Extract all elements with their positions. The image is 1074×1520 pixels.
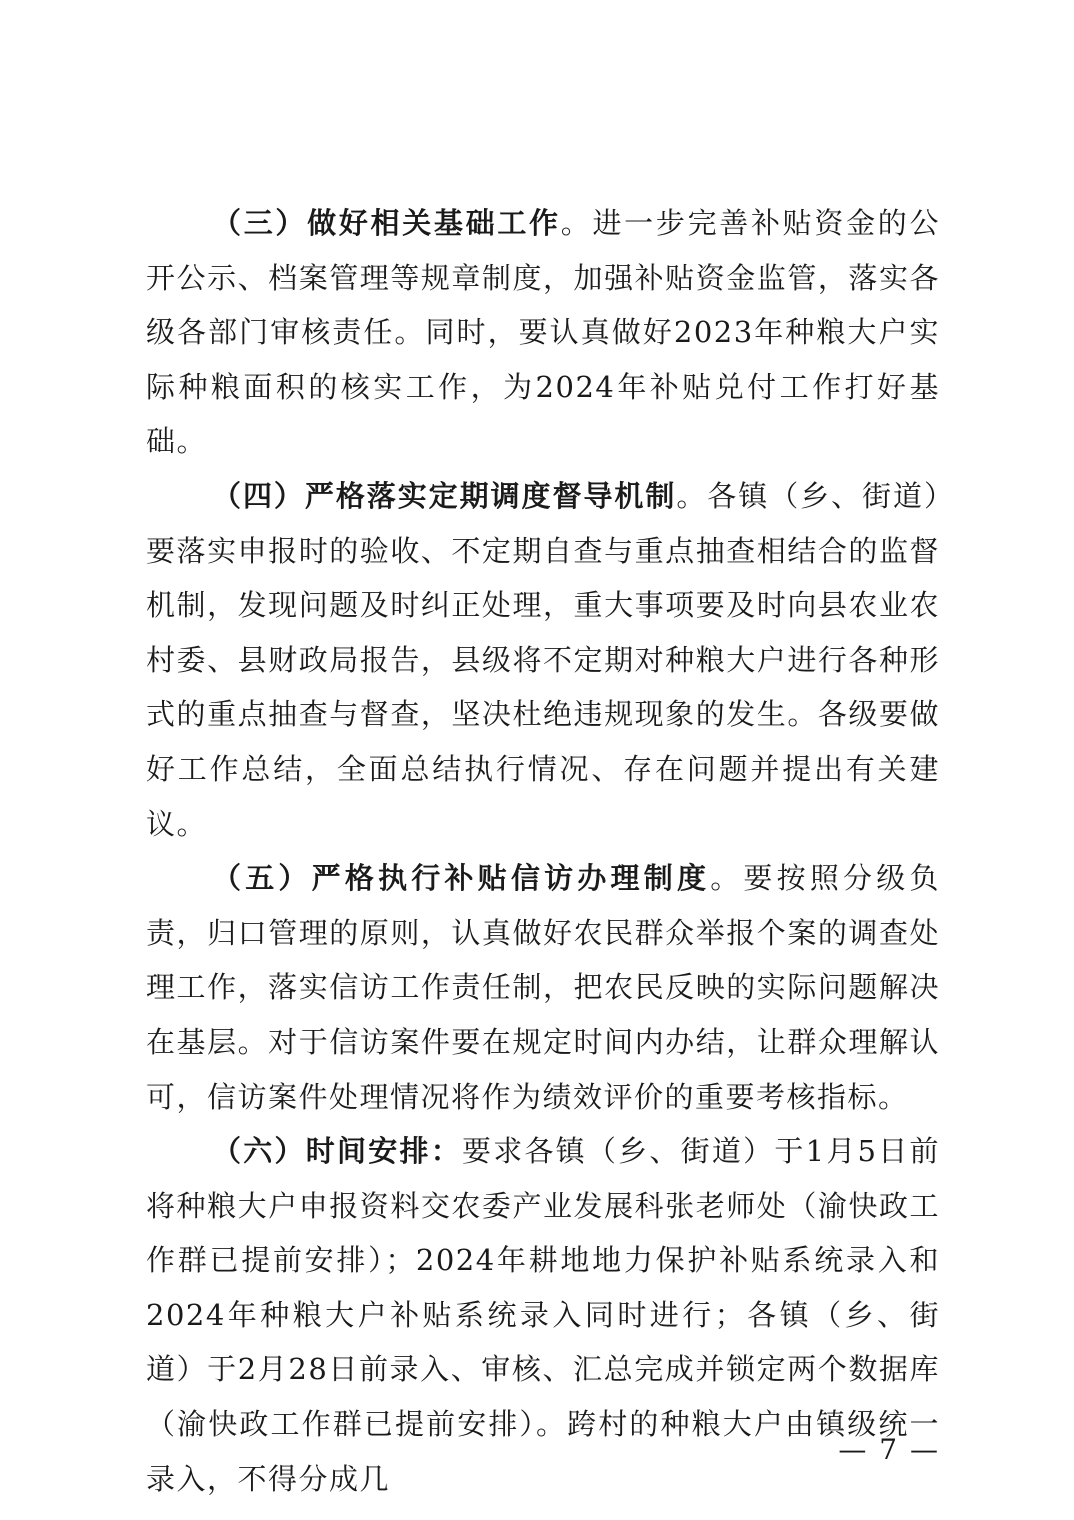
section-5-body: 。要按照分级负责，归口管理的原则，认真做好农民群众举报个案的调查处理工作，落实信访工作责任制，把农民反映的实际问题解决在基层。对于信访案件要在规定时间内办结，让群众理解认可，信访案件处理情况将作为绩效评价的重要考核指标。 <box>146 861 940 1114</box>
paragraph-section-4 <box>146 469 940 851</box>
section-6-heading: （六）时间安排： <box>212 1134 462 1169</box>
paragraph-section-5 <box>146 851 940 1124</box>
section-5-heading: （五）严格执行补贴信访办理制度 <box>212 861 711 896</box>
document-body <box>146 196 940 1506</box>
page-number: — 7 — <box>838 1433 940 1466</box>
paragraph-section-3 <box>146 196 940 469</box>
section-4-body: 。各镇（乡、街道）要落实申报时的验收、不定期自查与重点抽查相结合的监督机制，发现问题及时纠正处理，重大事项要及时向县农业农村委、县财政局报告，县级将不定期对种粮大户进行各种形式的重点抽查与督查，坚决杜绝违规现象的发生。各级要做好工作总结，全面总结执行情况、存在问题并提出有关建议。 <box>146 478 940 841</box>
section-4-heading: （四）严格落实定期调度督导机制 <box>212 478 677 513</box>
section-3-body: 。进一步完善补贴资金的公开公示、档案管理等规章制度，加强补贴资金监管，落实各级各部门审核责任。同时，要认真做好2023年种粮大户实际种粮面积的核实工作，为2024年补贴兑付工作打好基础。 <box>146 206 940 459</box>
section-3-heading: （三）做好相关基础工作 <box>212 206 561 240</box>
section-6-body: 要求各镇（乡、街道）于1月5日前将种粮大户申报资料交农委产业发展科张老师处（渝快政工作群已提前安排）；2024年耕地地力保护补贴系统录入和2024年种粮大户补贴系统录入同时进行；各镇（乡、街道）于2月28日前录入、审核、汇总完成并锁定两个数据库（渝快政工作群已提前安排）。跨村的种粮大户由镇级统一录入，不得分成几 <box>146 1134 940 1496</box>
paragraph-section-6 <box>146 1124 940 1506</box>
